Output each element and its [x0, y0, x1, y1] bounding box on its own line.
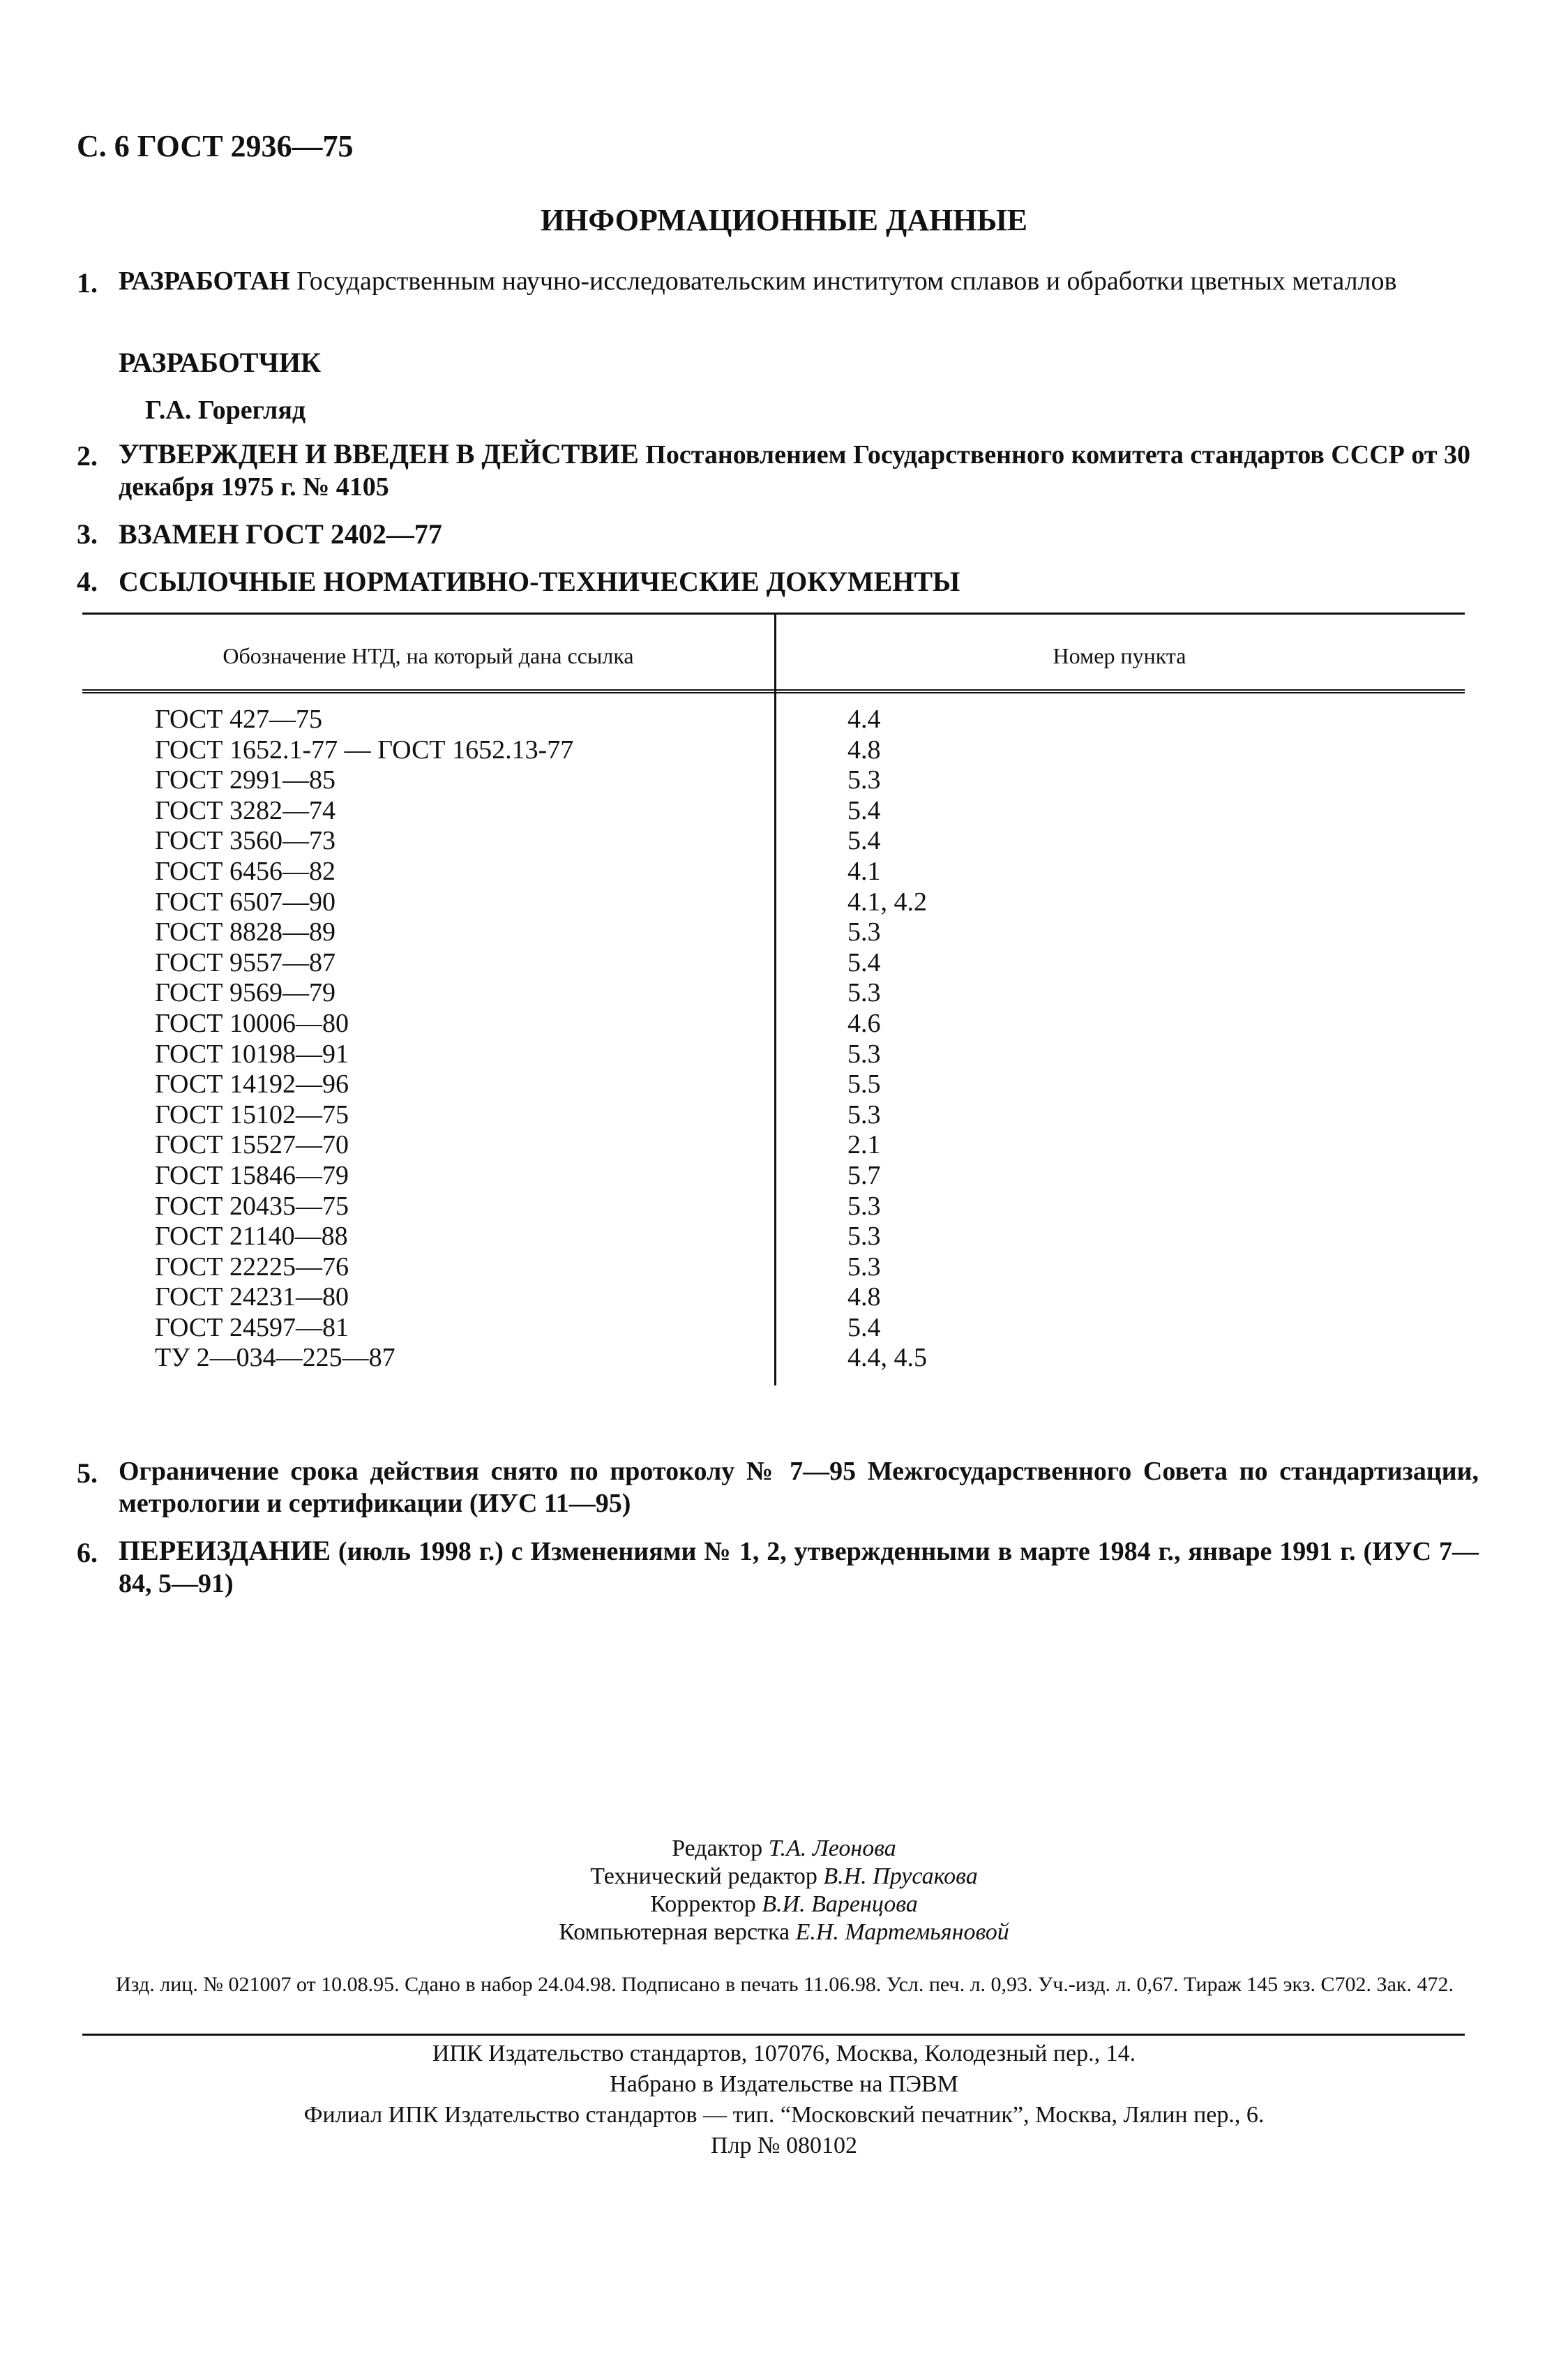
- table-cell-designation: ГОСТ 9569—79: [155, 978, 336, 1008]
- table-cell-designation: ГОСТ 22225—76: [155, 1252, 349, 1282]
- developer-heading: РАЗРАБОТЧИК: [119, 347, 321, 378]
- table-cell-designation: ГОСТ 8828—89: [155, 917, 336, 947]
- table-header-rule: [82, 689, 1465, 693]
- table-cell-designation: ГОСТ 2991—85: [155, 765, 336, 795]
- table-point-column: [847, 705, 927, 1374]
- table-cell-point: 5.4: [847, 947, 881, 977]
- page-header: С. 6 ГОСТ 2936—75: [77, 129, 354, 163]
- table-cell-point: 5.7: [847, 1160, 881, 1190]
- table-cell-designation: ГОСТ 14192—96: [155, 1069, 349, 1099]
- table-cell-point: 4.4: [847, 705, 881, 734]
- table-cell-point: 5.3: [847, 1191, 881, 1221]
- table-cell-point: 4.1: [847, 856, 881, 886]
- table-cell-point: 5.4: [847, 1312, 881, 1342]
- credit-layout: Компьютерная верстка Е.Н. Мартемьяновой: [559, 1919, 1009, 1945]
- item-text: [119, 438, 1479, 503]
- item-number: 6.: [77, 1537, 98, 1568]
- item-bold: ССЫЛОЧНЫЕ НОРМАТИВНО-ТЕХНИЧЕСКИЕ ДОКУМЕНТЫ: [119, 566, 960, 597]
- item-body: Государственным научно-исследовательским институтом сплавов и обработки цветных металлов: [289, 266, 1397, 296]
- item-number: 3.: [77, 518, 98, 550]
- table-cell-designation: ГОСТ 1652.1-77 — ГОСТ 1652.13-77: [155, 735, 574, 765]
- table-cell-point: 5.3: [847, 978, 881, 1008]
- table-cell-designation: ГОСТ 9557—87: [155, 947, 336, 977]
- item-text: [119, 1535, 1479, 1600]
- table-cell-point: 5.3: [847, 1252, 881, 1282]
- table-header-point: Номер пункта: [1053, 643, 1186, 668]
- publisher-block: [0, 2038, 1568, 2161]
- publisher-line: ИПК Издательство стандартов, 107076, Москва, Колодезный пер., 14.: [432, 2041, 1136, 2066]
- table-cell-designation: ГОСТ 24231—80: [155, 1282, 349, 1312]
- publisher-line: Филиал ИПК Издательство стандартов — тип. “Московский печатник”, Москва, Лялин пер., 6.: [303, 2102, 1265, 2128]
- table-cell-point: 4.8: [847, 1282, 881, 1312]
- table-cell-point: 5.3: [847, 1039, 881, 1069]
- table-cell-designation: ГОСТ 20435—75: [155, 1191, 349, 1221]
- page-title: ИНФОРМАЦИОННЫЕ ДАННЫЕ: [540, 203, 1028, 237]
- item-body: Постановлением Государственного комитета стандартов СССР от 30 декабря 1975 г. № 4105: [119, 440, 1471, 502]
- credit-tech-editor: Технический редактор В.Н. Прусакова: [590, 1863, 978, 1889]
- imprint-rule: [82, 2034, 1465, 2036]
- item-bold: УТВЕРЖДЕН И ВВЕДЕН В ДЕЙСТВИЕ: [119, 438, 639, 470]
- item-bold: ВЗАМЕН ГОСТ 2402—77: [119, 518, 442, 550]
- table-cell-designation: ГОСТ 15527—70: [155, 1130, 349, 1160]
- table-header-designation: Обозначение НТД, на который дана ссылка: [223, 643, 634, 668]
- table-cell-designation: ГОСТ 10006—80: [155, 1008, 349, 1038]
- table-cell-point: 5.4: [847, 795, 881, 825]
- table-cell-designation: ГОСТ 427—75: [155, 705, 322, 734]
- table-cell-point: 4.6: [847, 1008, 881, 1038]
- table-cell-point: 5.3: [847, 1099, 881, 1129]
- table-cell-point: 4.1, 4.2: [847, 887, 927, 917]
- credit-corrector: Корректор В.И. Варенцова: [650, 1891, 918, 1917]
- item-bold: ПЕРЕИЗДАНИЕ: [119, 1535, 331, 1566]
- table-cell-point: 5.3: [847, 1222, 881, 1252]
- table-cell-designation: ГОСТ 6456—82: [155, 856, 336, 886]
- item-text: [119, 265, 1479, 297]
- item-text: Ограничение срока действия снято по протоколу № 7—95 Межгосударственного Совета по стандартизации, метрологии и сертификации (ИУС 11—95): [119, 1457, 1479, 1518]
- table-cell-designation: ГОСТ 24597—81: [155, 1312, 349, 1342]
- table-cell-point: 4.8: [847, 735, 881, 765]
- table-cell-point: 5.4: [847, 826, 881, 856]
- table-cell-point: 5.5: [847, 1069, 881, 1099]
- table-designation-column: [155, 705, 573, 1374]
- table-cell-designation: ГОСТ 10198—91: [155, 1039, 349, 1069]
- table-cell-designation: ГОСТ 15102—75: [155, 1099, 349, 1129]
- table-cell-point: 5.3: [847, 765, 881, 795]
- table-cell-designation: ГОСТ 21140—88: [155, 1222, 348, 1252]
- imprint-line: Изд. лиц. № 021007 от 10.08.95. Сдано в набор 24.04.98. Подписано в печать 11.06.98. Усл. печ. л. 0,93. Уч.-изд. л. 0,67. Тираж 145 экз. С702. Зак. 472.: [116, 1973, 1454, 1996]
- table-column-divider: [774, 613, 776, 1385]
- table-cell-designation: ГОСТ 15846—79: [155, 1160, 349, 1190]
- item-number: 2.: [77, 440, 98, 472]
- developer-name: Г.А. Горегляд: [145, 396, 306, 425]
- table-cell-point: 2.1: [847, 1130, 881, 1160]
- item-number: 4.: [77, 566, 98, 597]
- publisher-line: Набрано в Издательстве на ПЭВМ: [610, 2071, 958, 2097]
- table-cell-designation: ТУ 2—034—225—87: [155, 1343, 395, 1373]
- table-cell-point: 5.3: [847, 917, 881, 947]
- table-cell-designation: ГОСТ 6507—90: [155, 887, 336, 917]
- table-cell-designation: ГОСТ 3560—73: [155, 826, 336, 856]
- table-top-rule: [82, 613, 1465, 615]
- table-cell-designation: ГОСТ 3282—74: [155, 795, 336, 825]
- table-cell-point: 4.4, 4.5: [847, 1343, 927, 1373]
- item-bold: РАЗРАБОТАН: [119, 266, 290, 296]
- item-number: 1.: [77, 267, 98, 299]
- item-body: (июль 1998 г.) с Изменениями № 1, 2, утвержденными в марте 1984 г., январе 1991 г. (ИУС 7—84, 5—91): [119, 1537, 1479, 1598]
- credits: [0, 1835, 1568, 1946]
- publisher-line: Плр № 080102: [711, 2133, 857, 2158]
- credit-editor: Редактор Т.А. Леонова: [672, 1835, 896, 1861]
- item-number: 5.: [77, 1457, 98, 1489]
